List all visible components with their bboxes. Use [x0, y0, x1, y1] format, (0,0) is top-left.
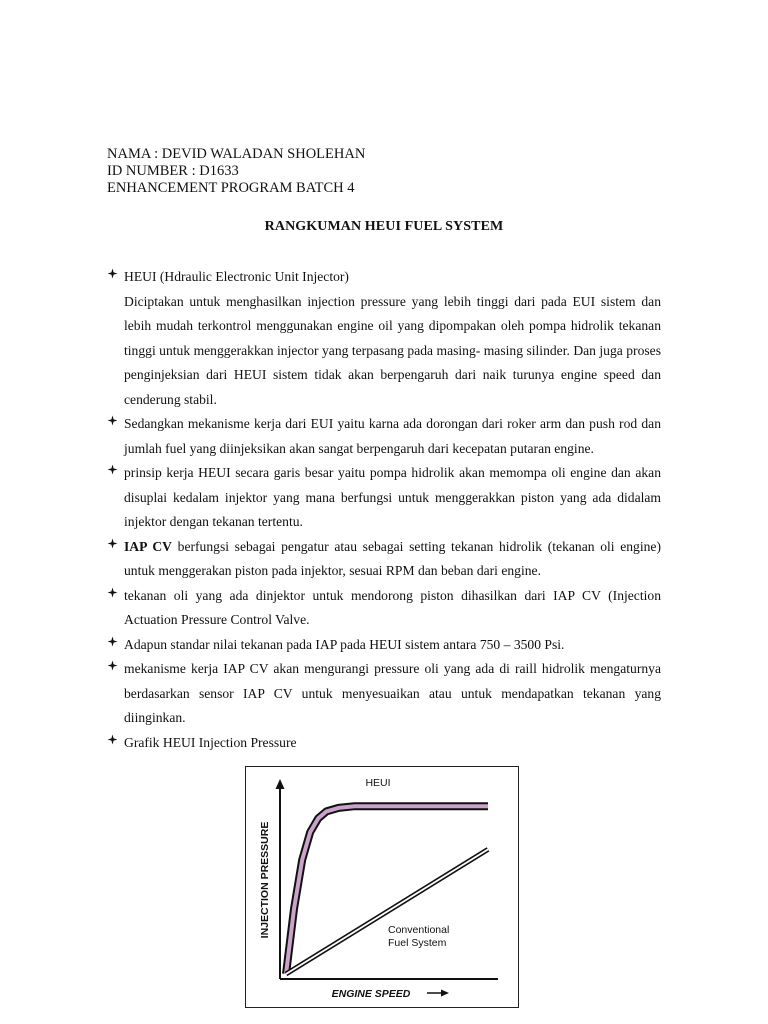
diamond-bullet-icon [107, 636, 118, 647]
list-item [107, 584, 661, 633]
y-axis-label: INJECTION PRESSURE [259, 821, 271, 939]
heui-curve [286, 806, 488, 974]
series-label-heui: HEUI [365, 777, 391, 789]
program-batch: ENHANCEMENT PROGRAM BATCH 4 [107, 180, 355, 196]
injection-pressure-figure [245, 766, 519, 1008]
student-name: NAMA : DEVID WALADAN SHOLEHAN [107, 146, 366, 162]
list-item [107, 461, 661, 535]
list-item-text: prinsip kerja HEUI secara garis besar yaitu pompa hidrolik akan memompa oli engine dan akan disuplai kedalam injektor yang mana berfungsi untuk menggerakkan piston yang ada didalam injektor dengan tekanan tertentu. [124, 465, 661, 529]
heui-curve-outline [286, 806, 488, 974]
list-item [107, 657, 661, 731]
list-item-heading: HEUI (Hdraulic Electronic Unit Injector) [124, 269, 349, 284]
series-label-conventional: Conventional Fuel System [388, 924, 450, 949]
diamond-bullet-icon [107, 268, 118, 279]
iap-cv-term: IAP CV [124, 538, 172, 554]
list-item [107, 731, 661, 756]
list-item-text: Grafik HEUI Injection Pressure [124, 734, 297, 750]
list-item [107, 633, 661, 658]
list-item-text: mekanisme kerja IAP CV akan mengurangi pressure oli yang ada di raill hidrolik mengaturnya berdasarkan sensor IAP CV untuk menyesuaikan atau untuk mendapatkan tekanan yang diinginkan. [124, 661, 661, 725]
diamond-bullet-icon [107, 660, 118, 671]
diamond-bullet-icon [107, 734, 118, 745]
y-axis-arrow-icon [276, 779, 285, 789]
summary-list [107, 265, 661, 755]
list-item-text: tekanan oli yang ada dinjektor untuk mendorong piston dihasilkan dari IAP CV (Injection Actuation Pressure Control Valve. [124, 587, 661, 627]
injection-pressure-chart [246, 767, 517, 1006]
list-item [107, 535, 661, 584]
diamond-bullet-icon [107, 587, 118, 598]
list-item-text: Adapun standar nilai tekanan pada IAP pada HEUI sistem antara 750 – 3500 Psi. [124, 636, 565, 652]
diamond-bullet-icon [107, 538, 118, 549]
conventional-line [286, 849, 488, 974]
list-item [107, 265, 661, 412]
iap-cv-description: berfungsi sebagai pengatur atau sebagai setting tekanan hidrolik (tekanan oli engine) untuk menggerakan piston pada injektor, sesuai RPM dan beban dari engine. [124, 538, 661, 578]
x-axis-label: ENGINE SPEED [331, 988, 411, 1000]
list-item [107, 412, 661, 461]
x-label-arrow-icon [441, 990, 449, 997]
diamond-bullet-icon [107, 464, 118, 475]
list-item-text [124, 535, 661, 584]
document-title: RANGKUMAN HEUI FUEL SYSTEM [264, 219, 504, 234]
student-id: ID NUMBER : D1633 [107, 163, 239, 179]
list-item-text: Sedangkan mekanisme kerja dari EUI yaitu karna ada dorongan dari roker arm dan push rod dan jumlah fuel yang diinjeksikan akan sangat berpengaruh dari kecepatan putaran engine. [124, 416, 661, 456]
student-info [107, 146, 365, 197]
list-item-body: Diciptakan untuk menghasilkan injection pressure yang lebih tinggi dari pada EUI sistem dan lebih mudah terkontrol menggunakan engine oil yang dipompakan oleh pompa hidrolik tekanan tinggi untuk menggerakkan injector yang terpasang pada masing- masing silinder. Dan juga proses penginjeksian dari HEUI sistem tidak akan berpengaruh dari naik turunya engine speed dan cenderung stabil. [124, 293, 661, 407]
diamond-bullet-icon [107, 415, 118, 426]
